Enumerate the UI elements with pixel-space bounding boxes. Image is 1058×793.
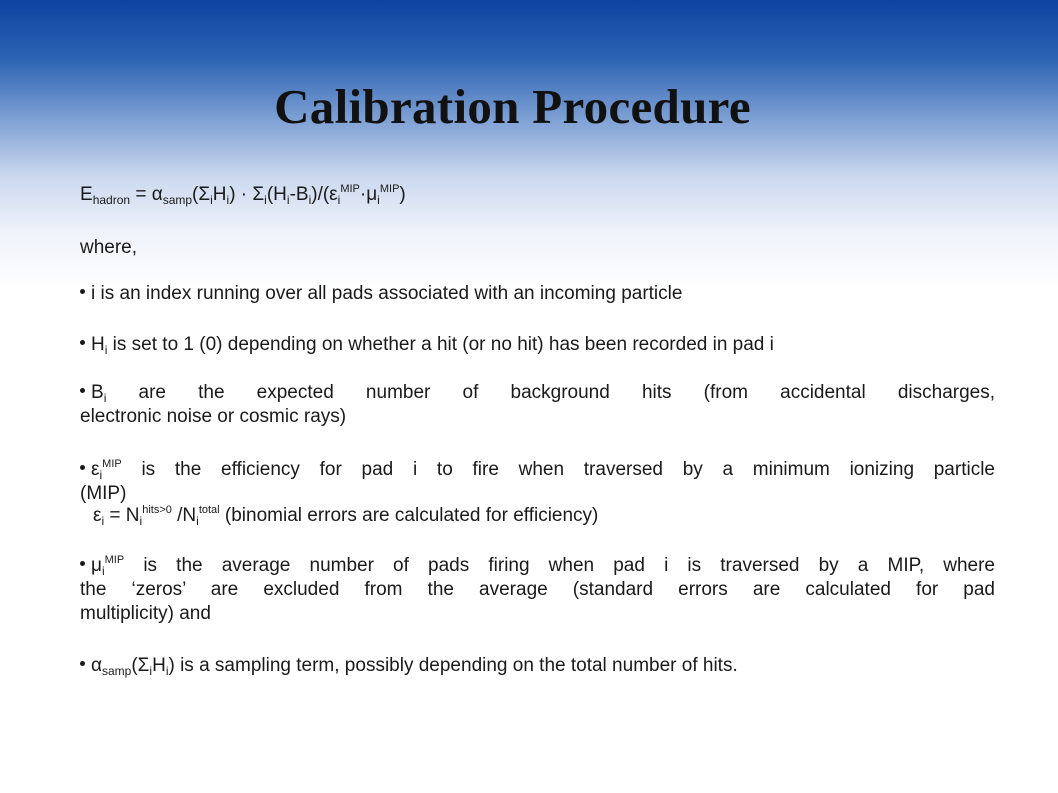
bullet-dot	[80, 561, 85, 566]
bullet-index-i: i is an index running over all pads associated with an incoming particle	[80, 282, 682, 306]
bullet-dot	[80, 661, 85, 666]
bullet-dot	[80, 388, 85, 393]
bullet-efficiency: $\varepsilon_i^{MIP}$ is the efficiency for pad i to fire when traversed by a minimum ionizing particle (MIP)	[80, 458, 995, 504]
bullet-dot	[80, 340, 85, 345]
bullet-multiplicity: $\mu_i^{MIP}$ is the average number of pads firing when pad i is traversed by a MIP, where the ‘zeros’ are excluded from the average (standard errors are calculated for pad multiplicity) and	[80, 554, 995, 624]
where-label: where,	[80, 237, 138, 258]
slide-title: Calibration Procedure	[274, 79, 751, 134]
bullet-dot	[80, 465, 85, 470]
bullet-dot	[80, 289, 85, 294]
bullet-hit-flag: $H_i$ is set to 1 (0) depending on whether a hit (or no hit) has been recorded in pad i	[80, 333, 774, 357]
bullet-background: $B_i$ are the expected number of background hits (from accidental discharges, electronic noise or cosmic rays)	[80, 382, 995, 427]
bullet-sampling-term: $\alpha_{samp}(\Sigma_iH_i)$ is a sampling term, possibly depending on the total number of hits.	[80, 654, 738, 678]
hadron-energy-formula: $E_{hadron} = \alpha_{samp}(\Sigma_iH_i) \cdot \Sigma_i(H_i-B_i)/(\varepsilon_i^{MIP}\cdot\mu_i^{MIP})$	[80, 183, 406, 207]
efficiency-definition: $\varepsilon_i = N_i^{hits>0}$ $/N_i^{total}$ (binomial errors are calculated for efficiency)	[93, 504, 599, 528]
